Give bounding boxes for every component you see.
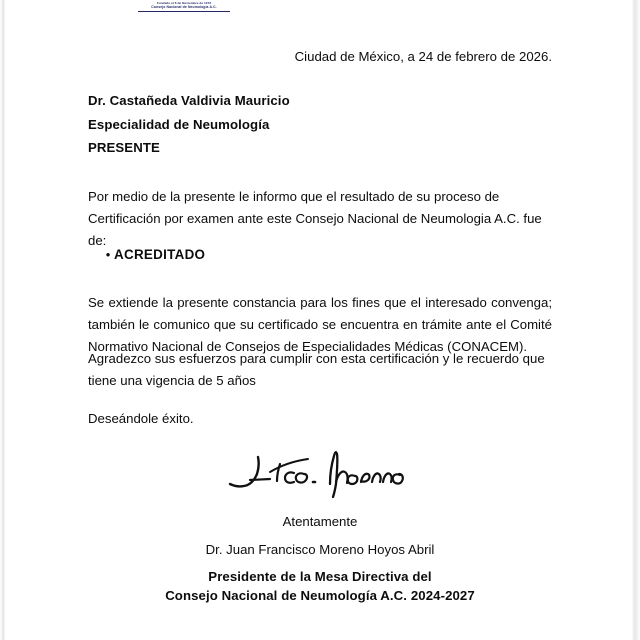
body-paragraph-1: Por medio de la presente le informo que el resultado de su proceso de Certificación por examen ante este Consejo Nacional de Neumologia A.C. fue de: [88, 189, 542, 248]
letterhead-divider [138, 11, 230, 12]
signer-name: Dr. Juan Francisco Moreno Hoyos Abril [205, 542, 435, 557]
result-bullet-row [88, 245, 552, 265]
bullet-point-icon: • [105, 247, 111, 262]
recipient-salutation: PRESENTE [88, 140, 160, 155]
signature-ink-icon [218, 440, 428, 502]
recipient-specialty: Especialidad de Neumología [88, 116, 270, 132]
signer-title-line-2: Consejo Nacional de Neumología A.C. 2024-2027 [165, 587, 475, 603]
signer-title-block [88, 568, 552, 605]
recipient-name: Dr. Castañeda Valdivia Mauricio [88, 93, 290, 108]
letterhead-founded-line: Fundado el 8 de Noviembre de 1972 [156, 1, 212, 5]
body-paragraph-3: Agradezco sus esfuerzos para cumplir con esta certificación y le recuerdo que tiene una vigencia de 5 años [88, 351, 545, 388]
letterhead-logo [138, 1, 230, 12]
closing-line: Deseándole éxito. [88, 411, 194, 426]
signoff-atentamente: Atentamente [282, 514, 358, 529]
handwritten-signature [218, 440, 428, 502]
signer-title-line-1: Presidente de la Mesa Directiva del [208, 569, 432, 584]
date-line: Ciudad de México, a 24 de febrero de 2026. [294, 49, 552, 64]
certification-result-label: ACREDITADO [114, 247, 206, 262]
body-paragraph-2: Se extiende la presente constancia para los fines que el interesado convenga; también le comunico que su certificado se encuentra en trámite ante el Comité Normativo Nacional de Consejos de Especialidades Médicas (CONACEM). [88, 295, 552, 354]
recipient-block [88, 89, 552, 160]
letterhead-organization-line: Consejo Nacional de Neumología A.C. [151, 5, 217, 10]
